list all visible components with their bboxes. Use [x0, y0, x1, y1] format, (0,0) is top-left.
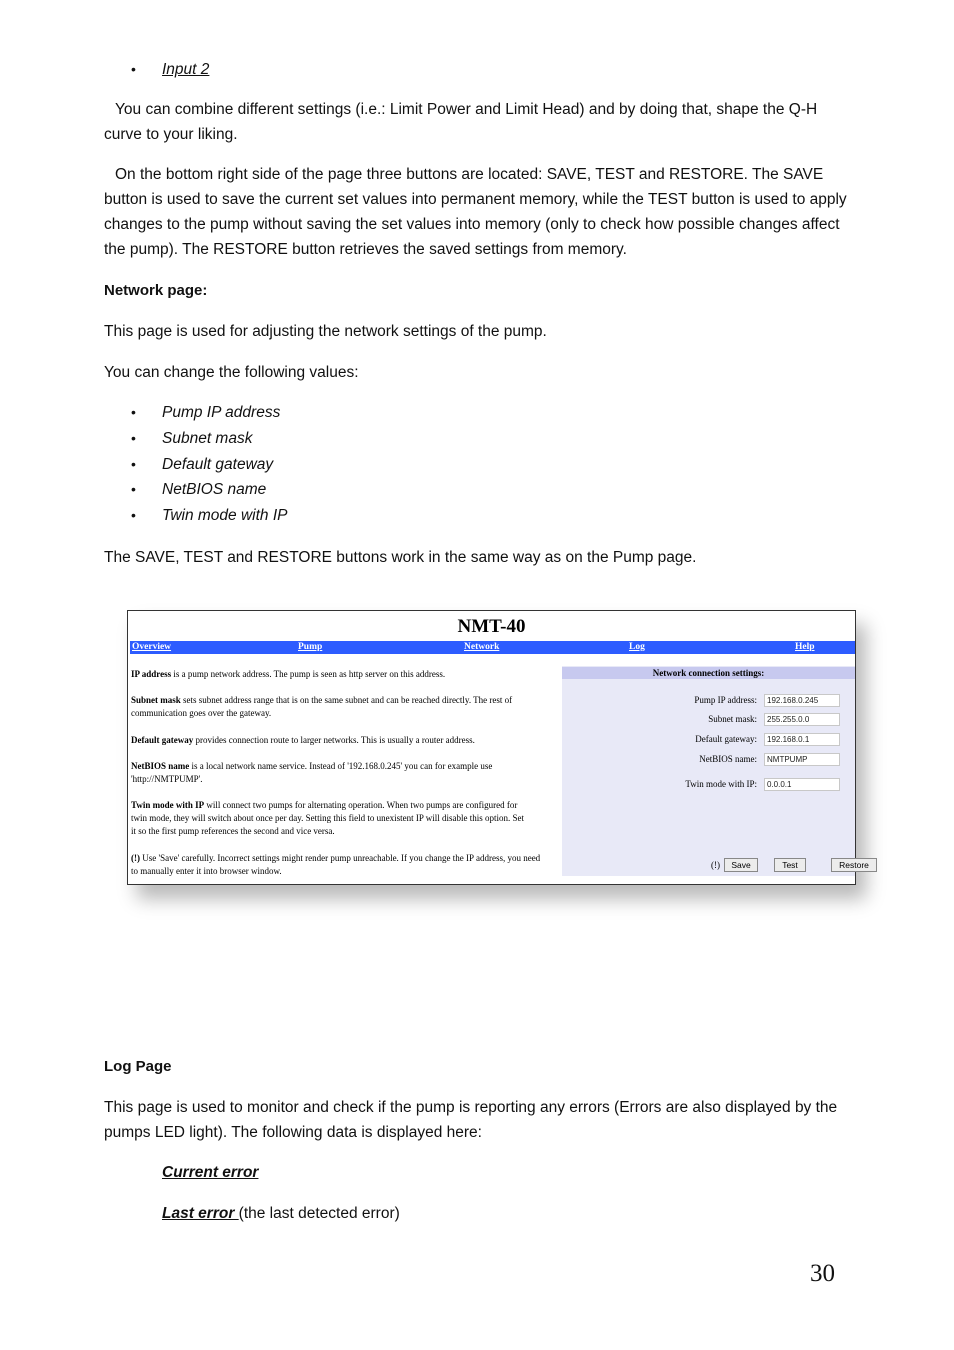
default-gateway-label: Default gateway: — [695, 734, 757, 744]
nav-log-link[interactable]: Log — [629, 642, 645, 652]
help-text: sets subnet address range that is on the same subnet and can be reached directly. The rest of communication goes over the gateway. — [131, 695, 513, 718]
field-row-twin — [598, 778, 848, 792]
help-term: Default gateway — [131, 735, 194, 745]
network-page-screenshot — [127, 610, 869, 885]
pump-ip-input[interactable]: 192.168.0.245 — [764, 694, 840, 707]
test-button[interactable]: Test — [774, 858, 806, 872]
current-error-label: Current error — [162, 1164, 259, 1181]
twin-mode-input[interactable]: 0.0.0.1 — [764, 778, 840, 791]
netbios-name-label: NetBIOS name: — [699, 754, 757, 764]
list-item: • Twin mode with IP — [131, 503, 287, 529]
network-buttons-note: The SAVE, TEST and RESTORE buttons work in the same way as on the Pump page. — [104, 549, 697, 566]
settings-panel-title: Network connection settings: — [562, 667, 855, 679]
help-text: provides connection route to larger networks. This is usually a router address. — [193, 735, 475, 745]
last-error-label: Last error — [162, 1205, 239, 1222]
current-error-item — [162, 1164, 258, 1182]
list-item: • Default gateway — [131, 452, 287, 478]
help-term: (!) — [131, 853, 140, 863]
last-error-note: (the last detected error) — [238, 1205, 400, 1222]
nav-overview-link[interactable]: Overview — [132, 642, 172, 652]
help-warning — [131, 852, 541, 878]
screenshot-navbar — [130, 641, 855, 654]
help-text: is a pump network address. The pump is seen as http server on this address. — [171, 669, 446, 679]
field-row-gateway — [598, 733, 848, 747]
network-heading: Network page: — [104, 282, 208, 299]
last-error-item — [162, 1205, 400, 1223]
help-gateway — [131, 734, 551, 747]
help-netbios — [131, 760, 546, 786]
default-gateway-input[interactable]: 192.168.0.1 — [764, 733, 840, 746]
network-value-list — [131, 400, 287, 529]
log-description: This page is used to monitor and check if the pump is reporting any errors (Errors are also displayed by the pumps LED light). The following data is displayed here: — [104, 1099, 838, 1141]
netbios-name-input[interactable]: NMTPUMP — [764, 753, 840, 766]
list-item: • Pump IP address — [131, 400, 287, 426]
save-button[interactable]: Save — [724, 858, 758, 872]
help-term: NetBIOS name — [131, 761, 190, 771]
list-item: • Subnet mask — [131, 426, 287, 452]
help-term: Twin mode with IP — [131, 800, 205, 810]
warning-mark: (!) — [711, 860, 720, 870]
combine-paragraph: You can combine different settings (i.e.: Limit Power and Limit Head) and by doing that, shape the Q-H curve to your liking. — [104, 101, 818, 143]
help-term: Subnet mask — [131, 695, 181, 705]
log-heading: Log Page — [104, 1058, 172, 1075]
help-text: will connect two pumps for alternating operation. When two pumps are configured for twin mode, they will switch about once per day. Setting this field to unexistent IP will disable this option. Set it so the first pump references the second and vice versa. — [131, 800, 525, 836]
field-row-netbios — [598, 753, 848, 767]
help-text: Use 'Save' carefully. Incorrect settings might render pump unreachable. If you change the IP address, you need to manually enter it into browser window. — [131, 853, 541, 876]
help-subnet — [131, 694, 536, 720]
network-description: This page is used for adjusting the network settings of the pump. — [104, 323, 547, 340]
help-ip — [131, 668, 551, 681]
screenshot-title: NMT-40 — [457, 616, 526, 637]
input-bullet-list — [131, 57, 209, 83]
help-text: is a local network name service. Instead of '192.168.0.245' you can for example use 'http://NMTPUMP'. — [131, 761, 493, 784]
pump-ip-label: Pump IP address: — [694, 695, 757, 705]
subnet-mask-label: Subnet mask: — [708, 714, 757, 724]
help-term: IP address — [131, 669, 172, 679]
restore-button[interactable]: Restore — [831, 858, 877, 872]
list-item: • NetBIOS name — [131, 477, 287, 503]
subnet-mask-input[interactable]: 255.255.0.0 — [764, 713, 840, 726]
field-row-ip — [598, 694, 848, 708]
nav-network-link[interactable]: Network — [464, 642, 500, 652]
field-row-subnet — [598, 713, 848, 727]
page-number: 30 — [810, 1260, 835, 1287]
input-2-label: Input 2 — [162, 61, 210, 78]
list-item — [131, 57, 209, 83]
buttons-paragraph: On the bottom right side of the page three buttons are located: SAVE, TEST and RESTORE. The SAVE button is used to save the current set values into permanent memory, while the TEST button is used to apply changes to the pump without saving the set values into memory (only to check how possible changes affect the pump). The RESTORE button retrieves the saved settings from memory. — [104, 166, 847, 258]
twin-mode-label: Twin mode with IP: — [685, 779, 757, 789]
help-twin — [131, 799, 531, 838]
nav-help-link[interactable]: Help — [795, 642, 815, 652]
nav-pump-link[interactable]: Pump — [298, 642, 323, 652]
network-change-intro: You can change the following values: — [104, 364, 359, 381]
